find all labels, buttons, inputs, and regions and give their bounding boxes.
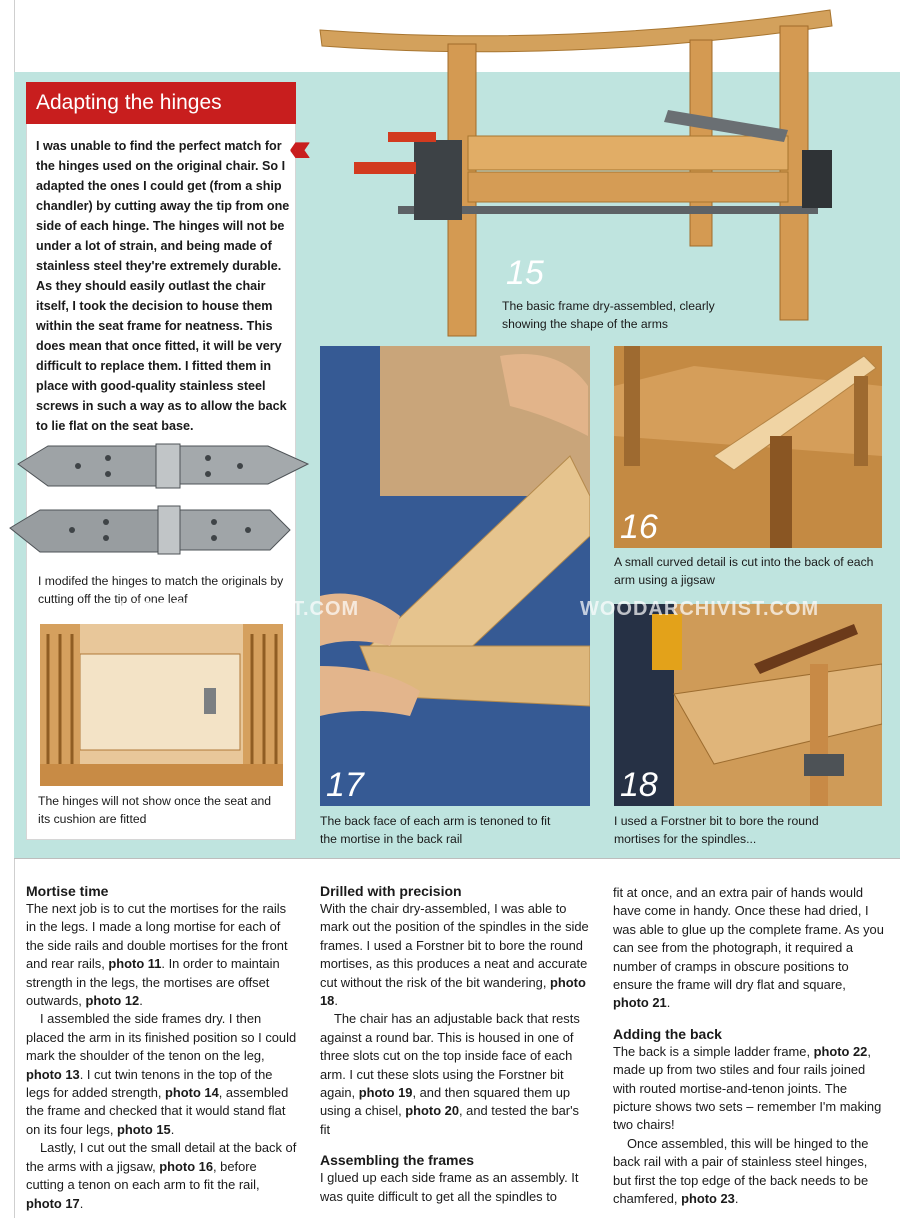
paragraph: With the chair dry-assembled, I was able to mark out the position of the spindles in the side frames. I used a Forstner bit to bore the round mortises, as this produces a neat and accurate cut without the risk of the bit wandering, photo 18.	[320, 901, 589, 1009]
sidebar-title: Adapting the hinges	[26, 82, 296, 124]
heading-adding-the-back: Adding the back	[613, 1025, 722, 1042]
spacer	[613, 1013, 885, 1025]
section-divider	[14, 858, 900, 859]
photo-17	[320, 346, 590, 806]
photo-15	[318, 0, 838, 340]
arm-tenon-illustration	[320, 346, 590, 806]
spacer	[320, 1139, 592, 1151]
photo-18-caption: I used a Forstner bit to bore the round mortises for the spindles...	[614, 814, 819, 846]
seat-frame-illustration	[40, 624, 283, 786]
text-column-3	[613, 884, 885, 1209]
seat-frame-photo	[40, 624, 283, 786]
paragraph: Lastly, I cut out the small detail at the back of the arms with a jigsaw, photo 16, before cutting a tenon on each arm to fit the rail, photo 17.	[26, 1140, 297, 1211]
text-column-1	[26, 882, 298, 1213]
hinges-illustration	[8, 438, 313, 566]
frame-clamp-illustration	[318, 0, 838, 340]
photo-15-caption: The basic frame dry-assembled, clearly showing the shape of the arms	[502, 299, 715, 331]
paragraph: I assembled the side frames dry. I then placed the arm in its finished position so I could mark the shoulder of the tenon on the leg, photo 13. I cut twin tenons in the top of the legs for added strength, photo 14, assembled the frame and checked that it would stand flat on its four legs, photo 15.	[26, 1011, 297, 1137]
sidebar-text: I was unable to find the perfect match for the hinges used on the original chair. So I adapted the ones I could get (from a ship chandler) by cutting away the tip from one side of each hinge. The hinges will not be under a lot of strain, and being made of stainless steel they're extremely durable. As they should easily outlast the chair itself, I took the decision to house them within the seat frame for neatness. This does mean that once fitted, it will be very difficult to replace them. I fitted them in place with good-quality stainless steel screws in such a way as to allow the back to lie flat on the seat base.	[36, 139, 290, 433]
paragraph: fit at once, and an extra pair of hands would have come in handy. Once these had dried, I was able to glue up the complete frame. As you can see from the photograph, it required a number of cramps in obscure positions to ensure the frame will dry flat and square, photo 21.	[613, 885, 884, 1011]
photo-17-caption: The back face of each arm is tenoned to fit the mortise in the back rail	[320, 814, 551, 846]
photo-15-number: 15	[506, 254, 544, 292]
heading-assembling-the-frames: Assembling the frames	[320, 1152, 475, 1169]
paragraph: The next job is to cut the mortises for the rails in the legs. I made a long mortise for each of the side rails and double mortises for the front and rear rails, photo 11. In order to maintain strength in the legs, the mortises are offset outwards, photo 12.	[26, 901, 288, 1009]
paragraph: The chair has an adjustable back that rests against a round bar. This is housed in one of three slots cut on the top inside face of each arm. I cut these slots using the Forstner bit again, photo 19, and then squared them up using a chisel, photo 20, and tested the bar's fit	[320, 1011, 580, 1137]
photo-16-caption: A small curved detail is cut into the back of each arm using a jigsaw	[614, 555, 874, 587]
hinges-caption: I modifed the hinges to match the originals by cutting off the tip of one leaf	[38, 574, 284, 606]
paragraph: I glued up each side frame as an assembly. It was quite difficult to get all the spindles to	[320, 1170, 579, 1204]
paragraph: The back is a simple ladder frame, photo 22, made up from two stiles and four rails joined with routed mortise-and-tenon joints. The picture shows two sets – remember I'm making two chairs!	[613, 1043, 882, 1133]
hinges-photo	[8, 438, 313, 566]
paragraph: Once assembled, this will be hinged to the back rail with a pair of stainless steel hinges, but first the top edge of the back needs to be chamfered, photo 23.	[613, 1135, 869, 1207]
seat-caption: The hinges will not show once the seat and its cushion are fitted	[38, 794, 272, 826]
watermark-left: WOODARCHIVIST.COM	[120, 598, 360, 620]
heading-mortise-time: Mortise time	[26, 883, 109, 899]
text-column-2	[320, 882, 592, 1206]
watermark-right: WOODARCHIVIST.COM	[580, 598, 820, 620]
photo-18-number: 18	[620, 766, 658, 804]
photo-17-number: 17	[326, 766, 364, 804]
photo-16-number: 16	[620, 508, 658, 546]
heading-drilled-with-precision: Drilled with precision	[320, 883, 462, 899]
